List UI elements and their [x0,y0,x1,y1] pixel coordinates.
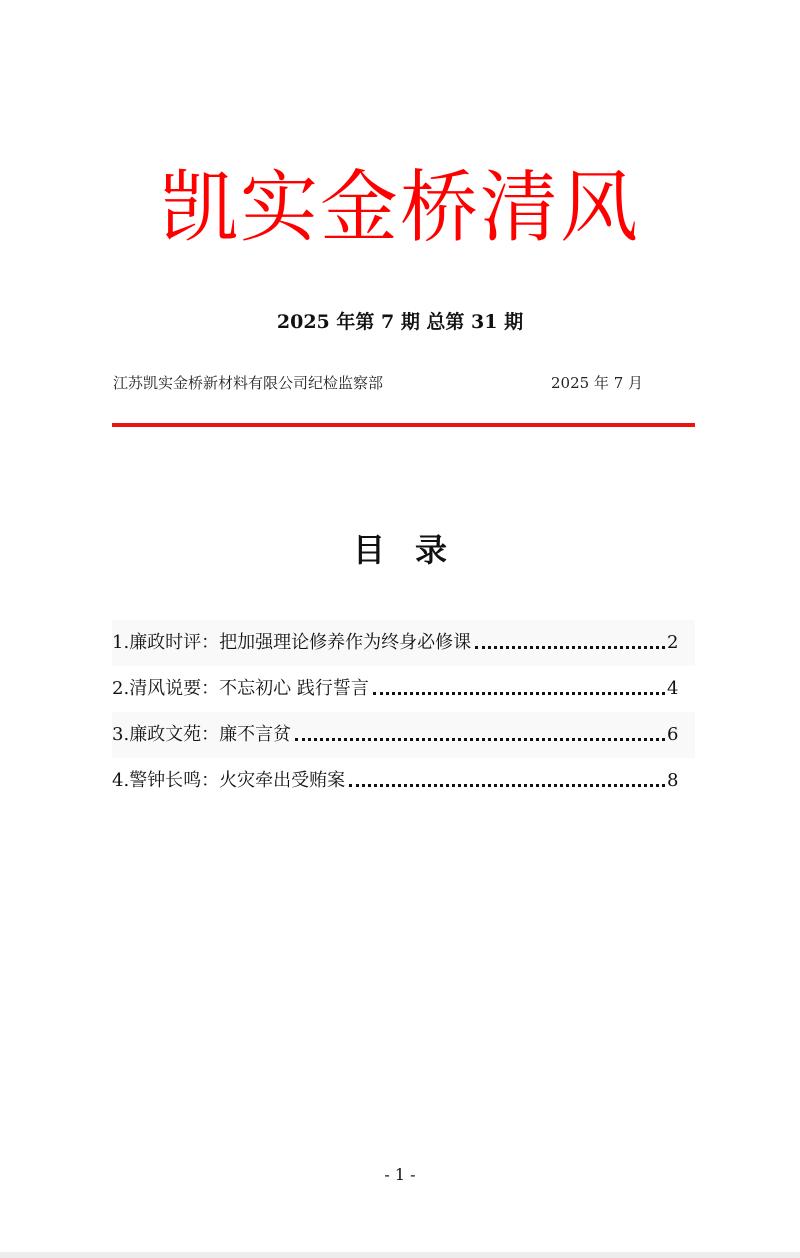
toc-entry-label: 廉政文苑：廉不言贫 [129,724,292,745]
toc-entry-number: 2. [112,678,130,699]
toc-entry-number: 3. [112,724,130,745]
masthead-title: 凯实金桥清风 [159,163,640,253]
toc-dot-leader [373,672,665,695]
toc-entry-label: 廉政时评：把加强理论修养作为终身必修课 [129,632,472,653]
publisher-department: 江苏凯实金桥新材料有限公司纪检监察部 [113,374,384,392]
toc-dot-leader [475,626,665,649]
toc-entry-page: 6 [667,724,679,745]
toc-title: 目录 [352,531,477,569]
toc-list [112,620,695,804]
red-divider [112,423,695,427]
toc-dot-leader [295,718,665,741]
toc-entry-3[interactable] [112,712,695,758]
publication-date: 2025 年 7 月 [551,374,644,392]
toc-entry-2[interactable] [112,666,695,712]
toc-entry-label: 警钟长鸣：火灾牵出受贿案 [129,770,346,791]
toc-entry-page: 8 [667,770,679,791]
toc-entry-label: 清风说要：不忘初心 践行誓言 [129,678,369,699]
viewer-bottom-edge [0,1252,800,1258]
toc-entry-page: 4 [667,678,679,699]
toc-entry-number: 1. [112,632,130,653]
toc-entry-page: 2 [667,632,679,653]
toc-entry-number: 4. [112,770,130,791]
page-number: - 1 - [384,1165,416,1184]
issue-line: 2025 年第 7 期 总第 31 期 [276,311,524,333]
toc-entry-4[interactable] [112,758,695,804]
toc-dot-leader [349,764,665,787]
toc-entry-1[interactable] [112,620,695,666]
publisher-row [113,370,695,396]
